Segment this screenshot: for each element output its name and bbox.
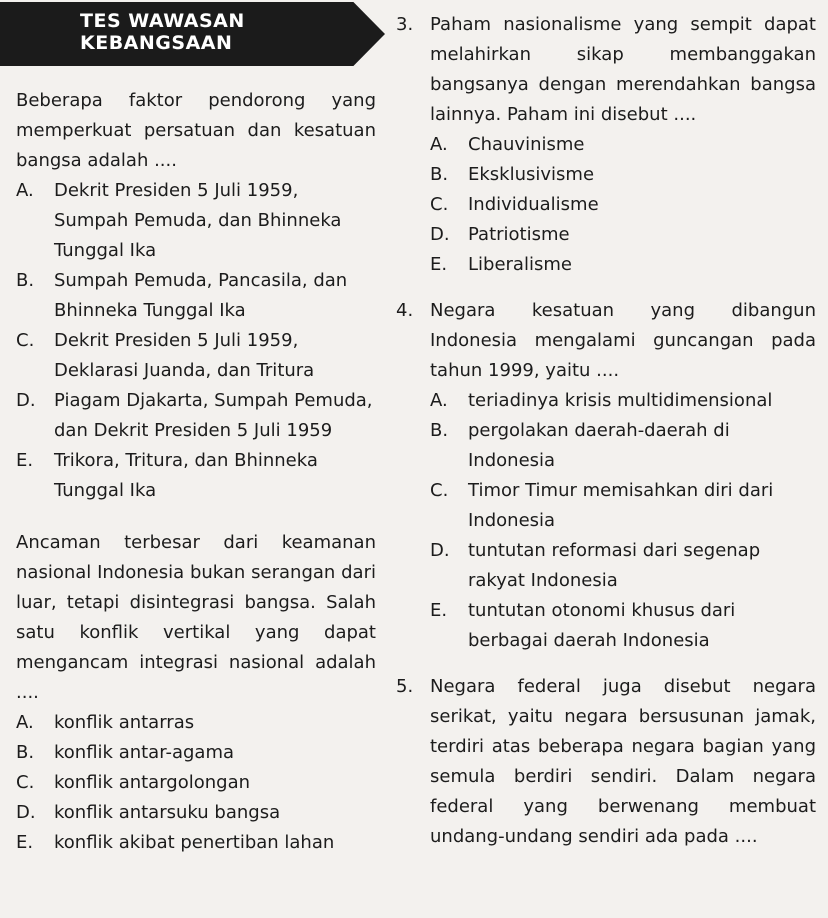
option-item[interactable] bbox=[430, 416, 816, 476]
option-item[interactable] bbox=[16, 266, 376, 326]
option-label: D. bbox=[16, 390, 36, 411]
option-label: D. bbox=[430, 224, 450, 245]
option-text: Eksklusivisme bbox=[468, 164, 595, 185]
option-text: pergolakan daerah-daerah di Indonesia bbox=[468, 420, 730, 471]
option-item[interactable] bbox=[430, 476, 816, 536]
option-label: A. bbox=[16, 180, 34, 201]
option-text: Dekrit Presiden 5 Juli 1959, Deklarasi Juanda, dan Tritura bbox=[54, 330, 315, 381]
option-text: Dekrit Presiden 5 Juli 1959, Sumpah Pemuda, dan Bhinneka Tunggal Ika bbox=[54, 180, 342, 261]
option-item[interactable] bbox=[16, 798, 376, 828]
option-text: Chauvinisme bbox=[468, 134, 585, 155]
option-item[interactable] bbox=[16, 768, 376, 798]
option-label: B. bbox=[430, 420, 449, 441]
question-3-options bbox=[430, 130, 816, 280]
option-label: A. bbox=[430, 134, 448, 155]
left-column bbox=[16, 86, 376, 858]
option-item[interactable] bbox=[16, 326, 376, 386]
option-item[interactable] bbox=[430, 220, 816, 250]
option-text: Trikora, Tritura, dan Bhinneka Tunggal Ika bbox=[54, 450, 318, 501]
option-item[interactable] bbox=[16, 386, 376, 446]
option-item[interactable] bbox=[430, 386, 816, 416]
option-label: A. bbox=[16, 712, 34, 733]
option-label: E. bbox=[430, 254, 448, 275]
option-text: konflik antarras bbox=[54, 712, 195, 733]
question-number: 5. bbox=[396, 676, 414, 697]
option-item[interactable] bbox=[430, 190, 816, 220]
option-label: B. bbox=[430, 164, 449, 185]
option-text: konflik antar-agama bbox=[54, 742, 235, 763]
question-2-text: Ancaman terbesar dari keamanan nasional Indonesia bukan serangan dari luar, tetapi disintegrasi bangsa. Salah satu konflik vertikal yang dapat mengancam integrasi nasional adalah .... bbox=[16, 532, 376, 703]
option-label: E. bbox=[16, 450, 34, 471]
question-number: 4. bbox=[396, 300, 414, 321]
option-text: teriadinya krisis multidimensional bbox=[468, 390, 773, 411]
option-item[interactable] bbox=[16, 708, 376, 738]
question-2-options bbox=[16, 708, 376, 858]
option-text: tuntutan reformasi dari segenap rakyat Indonesia bbox=[468, 540, 761, 591]
question-1-text: Beberapa faktor pendorong yang memperkuat persatuan dan kesatuan bangsa adalah .... bbox=[16, 90, 376, 171]
option-text: konflik antarsuku bangsa bbox=[54, 802, 281, 823]
section-title: TES WAWASAN KEBANGSAAN bbox=[80, 10, 245, 54]
right-column bbox=[396, 10, 816, 852]
option-label: C. bbox=[16, 330, 35, 351]
option-text: Individualisme bbox=[468, 194, 599, 215]
option-label: A. bbox=[430, 390, 448, 411]
option-item[interactable] bbox=[16, 176, 376, 266]
option-item[interactable] bbox=[16, 446, 376, 506]
question-1-options bbox=[16, 176, 376, 506]
option-text: konflik antargolongan bbox=[54, 772, 251, 793]
option-item[interactable] bbox=[16, 738, 376, 768]
question-5-text: Negara federal juga disebut negara serikat, yaitu negara bersusunan jamak, terdiri atas beberapa negara bagian yang semula berdiri sendiri. Dalam negara federal yang berwenang membuat undang-undang sendiri ada pada .... bbox=[430, 676, 816, 847]
option-text: Patriotisme bbox=[468, 224, 570, 245]
option-label: C. bbox=[16, 772, 35, 793]
option-label: D. bbox=[16, 802, 36, 823]
option-label: C. bbox=[430, 194, 449, 215]
option-text: Liberalisme bbox=[468, 254, 572, 275]
option-text: Piagam Djakarta, Sumpah Pemuda, dan Dekrit Presiden 5 Juli 1959 bbox=[54, 390, 373, 441]
question-3-text: Paham nasionalisme yang sempit dapat melahirkan sikap membanggakan bangsanya dengan merendahkan bangsa lainnya. Paham ini disebut .... bbox=[430, 14, 816, 125]
question-4 bbox=[396, 296, 816, 386]
option-item[interactable] bbox=[430, 596, 816, 656]
question-5 bbox=[396, 672, 816, 852]
option-label: C. bbox=[430, 480, 449, 501]
question-4-options bbox=[430, 386, 816, 656]
option-text: Sumpah Pemuda, Pancasila, dan Bhinneka Tunggal Ika bbox=[54, 270, 348, 321]
option-label: B. bbox=[16, 270, 35, 291]
option-text: konflik akibat penertiban lahan bbox=[54, 832, 335, 853]
question-number: 3. bbox=[396, 14, 414, 35]
option-label: D. bbox=[430, 540, 450, 561]
option-label: E. bbox=[430, 600, 448, 621]
question-4-text: Negara kesatuan yang dibangun Indonesia mengalami guncangan pada tahun 1999, yaitu .... bbox=[430, 300, 816, 381]
option-item[interactable] bbox=[430, 130, 816, 160]
option-item[interactable] bbox=[430, 160, 816, 190]
option-label: B. bbox=[16, 742, 35, 763]
option-item[interactable] bbox=[430, 536, 816, 596]
option-text: Timor Timur memisahkan diri dari Indonesia bbox=[468, 480, 774, 531]
option-item[interactable] bbox=[16, 828, 376, 858]
question-3 bbox=[396, 10, 816, 130]
option-item[interactable] bbox=[430, 250, 816, 280]
option-text: tuntutan otonomi khusus dari berbagai daerah Indonesia bbox=[468, 600, 736, 651]
option-label: E. bbox=[16, 832, 34, 853]
